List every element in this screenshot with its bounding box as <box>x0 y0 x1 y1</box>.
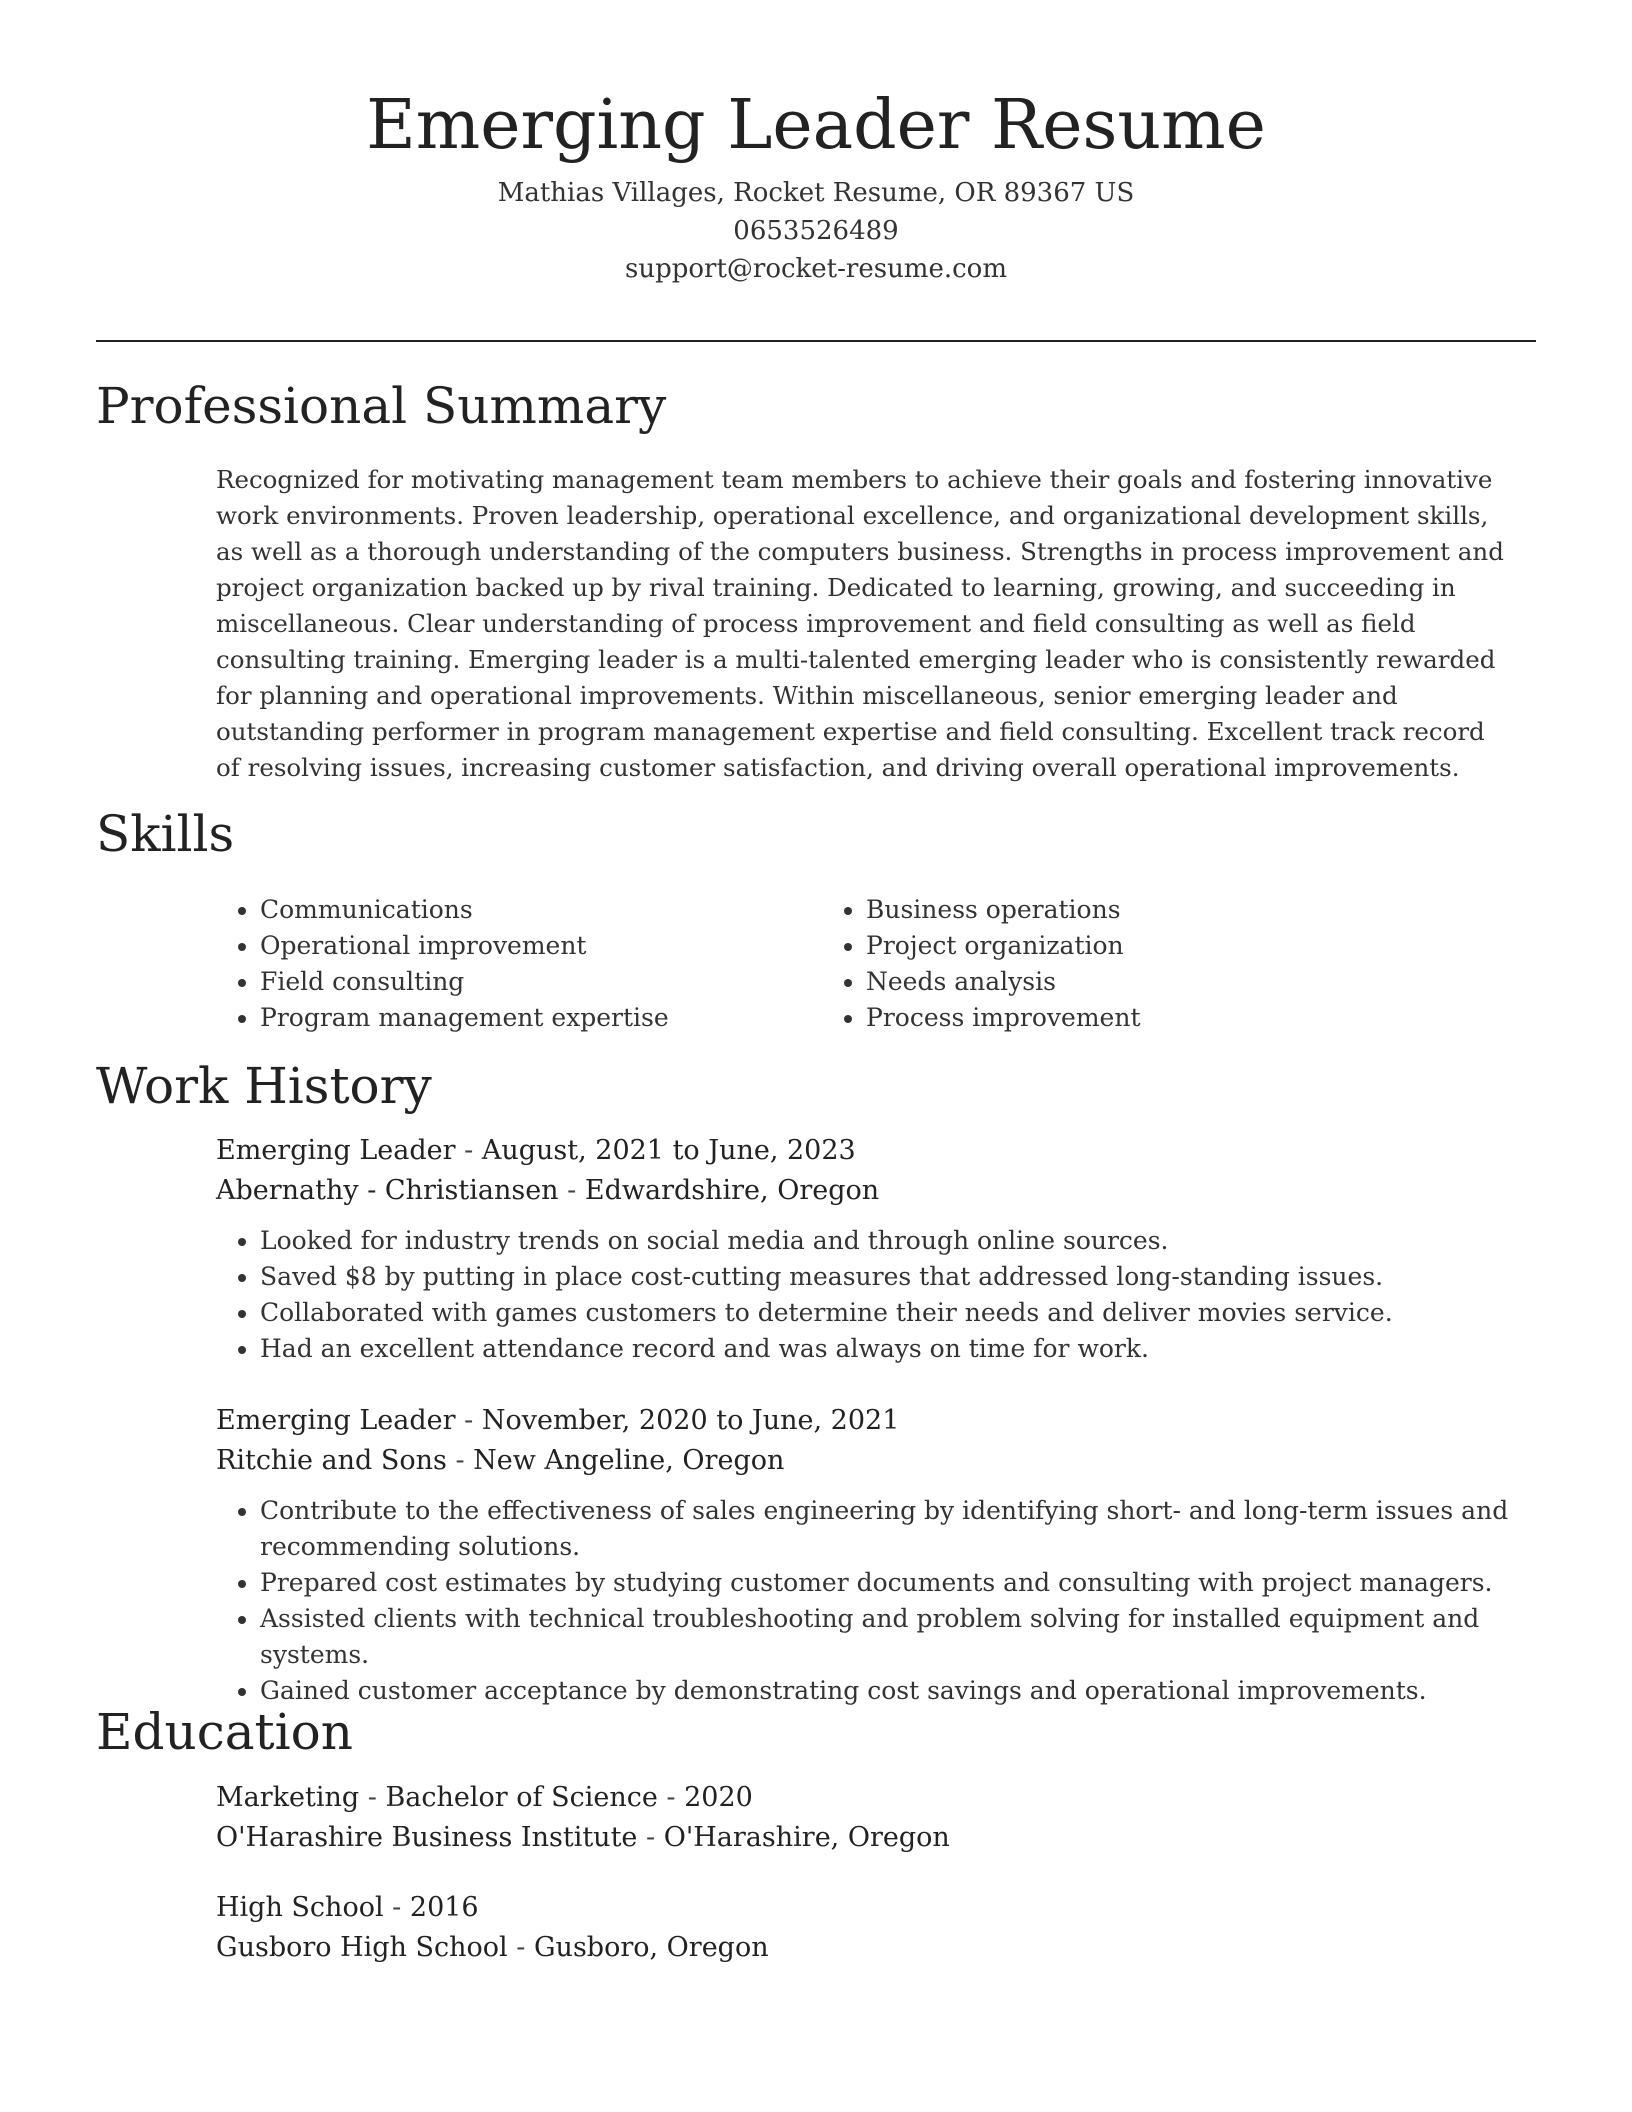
separator: - <box>455 1135 482 1166</box>
work-history-heading: Work History <box>96 1057 432 1115</box>
separator: - <box>637 1822 664 1853</box>
education-entry <box>216 1778 1516 1858</box>
skills-heading: Skills <box>96 805 235 863</box>
separator: - <box>507 1932 534 1963</box>
job-company-line <box>216 1171 1536 1211</box>
job-entry <box>216 1131 1536 1367</box>
education-field: High School <box>216 1892 384 1923</box>
skills-column-right <box>822 892 1428 1036</box>
job-bullet: • Looked for industry trends on social media and through online sources. <box>260 1223 1536 1259</box>
separator: - <box>455 1405 482 1436</box>
education-school-line <box>216 1818 1516 1858</box>
education-degree-line <box>216 1888 1516 1928</box>
job-dates: November, 2020 to June, 2021 <box>481 1405 900 1436</box>
job-location: Edwardshire, Oregon <box>584 1175 880 1206</box>
job-bullet: • Had an excellent attendance record and was always on time for work. <box>260 1331 1536 1367</box>
separator: - <box>446 1445 474 1476</box>
education-school-line <box>216 1928 1516 1968</box>
job-role: Emerging Leader <box>216 1405 456 1436</box>
education-school: Gusboro High School <box>216 1932 508 1963</box>
skill-item: • Process improvement <box>866 1000 1428 1036</box>
job-bullet: • Gained customer acceptance by demonstrating cost savings and operational improvements. <box>260 1673 1536 1709</box>
job-bullets <box>216 1223 1536 1367</box>
header-divider <box>96 340 1536 342</box>
summary-heading: Professional Summary <box>96 377 667 435</box>
job-title-line <box>216 1131 1536 1171</box>
education-location: Gusboro, Oregon <box>533 1932 769 1963</box>
education-degree: Bachelor of Science <box>385 1782 658 1813</box>
separator: - <box>657 1782 685 1813</box>
education-heading: Education <box>96 1703 353 1761</box>
job-entry <box>216 1401 1536 1709</box>
skill-item: • Field consulting <box>260 964 822 1000</box>
job-bullet: • Contribute to the effectiveness of sales engineering by identifying short- and long-term issues and recommending solutions. <box>260 1493 1536 1565</box>
skill-item: • Communications <box>260 892 822 928</box>
job-role: Emerging Leader <box>216 1135 456 1166</box>
education-degree-line <box>216 1778 1516 1818</box>
education-field: Marketing <box>216 1782 360 1813</box>
skill-item: • Project organization <box>866 928 1428 964</box>
address-line: Mathias Villages, Rocket Resume, OR 89367 US <box>497 178 1135 208</box>
job-bullet: • Saved $8 by putting in place cost-cutting measures that addressed long-standing issues. <box>260 1259 1536 1295</box>
skills-list <box>216 892 1516 1036</box>
summary-text: Recognized for motivating management team members to achieve their goals and fostering innovative work environments. Proven leadership, operational excellence, and organizational development skills, as well as a thorough understanding of the computers business. Strengths in process improvement and project organization backed up by rival training. Dedicated to learning, growing, and succeeding in miscellaneous. Clear understanding of process improvement and field consulting as well as field consulting training. Emerging leader is a multi-talented emerging leader who is consistently rewarded for planning and operational improvements. Within miscellaneous, senior emerging leader and outstanding performer in program management expertise and field consulting. Excellent track record of resolving issues, increasing customer satisfaction, and driving overall operational improvements. <box>216 465 1504 782</box>
job-company: Abernathy - Christiansen <box>216 1175 559 1206</box>
education-entry <box>216 1888 1516 1968</box>
job-company: Ritchie and Sons <box>216 1445 447 1476</box>
skill-item: • Business operations <box>866 892 1428 928</box>
resume-title: Emerging Leader Resume <box>366 86 1266 165</box>
education-school: O'Harashire Business Institute <box>216 1822 638 1853</box>
job-dates: August, 2021 to June, 2023 <box>481 1135 856 1166</box>
education-year: 2016 <box>409 1892 479 1923</box>
phone-line: 0653526489 <box>733 216 899 246</box>
education-year: 2020 <box>684 1782 753 1813</box>
email-line: support@rocket-resume.com <box>624 254 1007 284</box>
skill-item: • Needs analysis <box>866 964 1428 1000</box>
job-bullet: • Prepared cost estimates by studying customer documents and consulting with project managers. <box>260 1565 1536 1601</box>
separator: - <box>383 1892 410 1923</box>
job-bullets <box>216 1493 1536 1709</box>
job-location: New Angeline, Oregon <box>473 1445 785 1476</box>
resume-header <box>0 78 1632 288</box>
skills-column-left <box>216 892 822 1036</box>
separator: - <box>359 1782 386 1813</box>
job-bullet: • Collaborated with games customers to determine their needs and deliver movies service. <box>260 1295 1536 1331</box>
skill-item: • Operational improvement <box>260 928 822 964</box>
job-bullet: • Assisted clients with technical troubleshooting and problem solving for installed equipment and systems. <box>260 1601 1536 1673</box>
separator: - <box>558 1175 585 1206</box>
education-location: O'Harashire, Oregon <box>663 1822 950 1853</box>
skill-item: • Program management expertise <box>260 1000 822 1036</box>
job-title-line <box>216 1401 1536 1441</box>
job-company-line <box>216 1441 1536 1481</box>
